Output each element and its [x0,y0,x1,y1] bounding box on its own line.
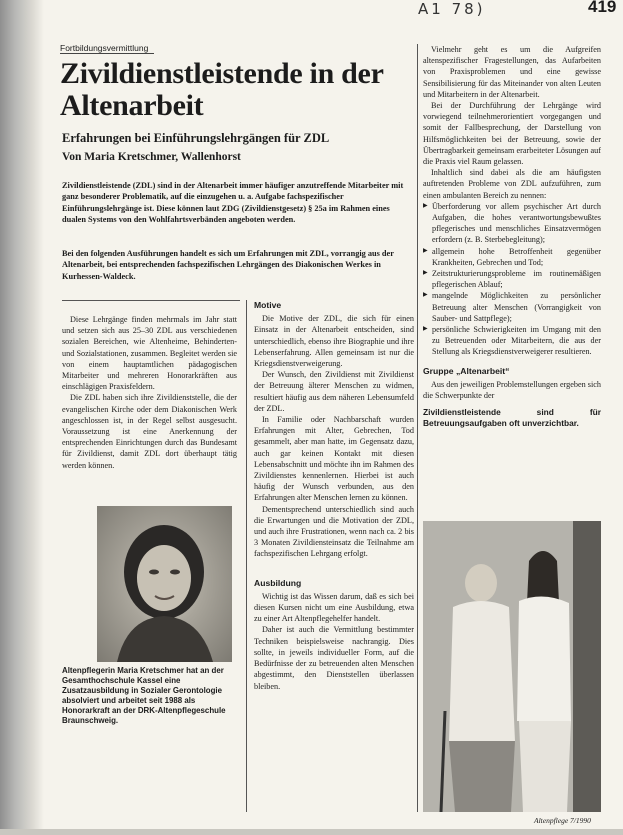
column-rule-top [62,300,240,301]
body-paragraph: Diese Lehrgänge finden mehrmals im Jahr statt und setzen sich aus 25–30 ZDL aus verschiedenen sozialen Bereichen, wie Altenheime, Behinderten- und Sozialstationen, zusammen. Begleitet werden sie von einem hauptamtlichen pädagogischen Mitarbeiter und mehreren Honorarkräften aus einschlägigen Praxisfeldern. [62,315,237,392]
body-paragraph: Dementsprechend unterschiedlich sind auch die Erwartungen und die Motivation der ZDL, und auch ihre Frustrationen, wenn nach ca. 2 bis 3 Monaten Zivildiensteinsatz die Teilnahme am fachspezifischen Lehrgang erfolgt. [254,504,414,559]
list-item: ▶ Zeitstrukturierungsprobleme im routinemäßigen pflegerischen Ablauf; [423,268,601,290]
article-subtitle: Erfahrungen bei Einführungslehrgängen für ZDL [62,131,330,145]
body-paragraph: Vielmehr geht es um die Aufgreifen altenspezifischer Fragestellungen, das Aufarbeiten von Praxisproblemen und eine gewisse Sensibilisierung für das Miteinander von alten Leuten und Mitarbeitern in der Altenarbeit. [423,45,601,99]
article-title: Zivildienstleistende in der Altenarbeit [60,57,384,122]
photo-illustration [423,521,601,812]
section-heading-ausbildung: Ausbildung [254,577,302,588]
section-heading-gruppe: Gruppe „Altenarbeit“ [423,365,510,376]
scan-bottom-edge [0,829,623,835]
column-divider-1 [246,300,247,812]
body-paragraph: Die ZDL haben sich ihre Zivildienststelle, die der evangelischen Kirche oder dem Diakonischen Werk angeschlossen ist, in der Regel selbst ausgesucht. Voraussetzung ist eine Anerkennung der entsprechenden Einrichtungen durch das Bundesamt für Zivildienst, damit ZDL dort überhaupt tätig werden können. [62,393,237,470]
body-paragraph: Der Wunsch, den Zivildienst mit Zivildienst der Betreuung älterer Menschen zu widmen, resultiert häufig aus dem näheren Lebensumfeld der ZDL. [254,370,414,413]
handwritten-margin-note: A1 78) [418,0,486,18]
section-rubric: Fortbildungsvermittlung [60,43,154,54]
portrait-illustration [97,506,232,662]
text-column-3 [423,44,601,429]
body-paragraph: Daher ist auch die Vermittlung bestimmter Techniken beispielsweise nachrangig. Dies sollte, in jeweils individueller Form, auf die Bedürfnisse der zu betreuenden alten Menschen abgestimmt, den Dienststellen überlassen bleiben. [254,625,414,691]
body-paragraph: Inhaltlich sind dabei als die am häufigsten auftretenden Probleme von ZDL aufzuführen, zum einen ambulanten Bereich zu nennen: [423,168,601,200]
list-item: ▶ allgemein hohe Betroffenheit gegenüber Krankheiten, Gebrechen und Tod; [423,246,601,268]
scan-binding-shadow [0,0,44,835]
list-item: ▶ mangelnde Möglichkeiten zu persönlicher Betreuung alter Menschen (Vorrangigkeit von Sauber- und Sattpflege); [423,290,601,324]
lead-paragraph-1: Zivildienstleistende (ZDL) sind in der Altenarbeit immer häufiger anzutreffende Mitarbeiter mit ganz besonderer Problematik, auf die einzugehen u. a. Aufgabe fachspezifischer Einführungslehrgänge ist. Diese können laut ZDG (Zivildienstgesetz) § 25a im Rahmen eines dualen Systems von den Wohlfahrtsverbänden angeboten werden. [62,181,404,225]
body-paragraph: In Familie oder Nachbarschaft wurden Erfahrungen mit Alter, Gebrechen, Tod gesammelt, aber man hatte, im Gegensatz dazu, auch gar keinen Kontakt mit diesen Lebensabschnitt und möchte ihn im Rahmen des Zivildienstes kennenlernen. Hierbei ist auch häufig der Wunsch verbunden, aus den Erfahrungen alter Menschen lernen zu können. [254,415,414,503]
zdl-with-elderly-photo [423,521,601,812]
author-portrait-photo [97,506,232,662]
list-item: ▶ persönliche Schwierigkeiten im Umgang mit den zu Betreuenden oder Mitarbeitern, die aus der Stellung als Kriegsdienstverweigerer resultieren. [423,324,601,358]
journal-footer: Altenpflege 7/1990 [534,816,591,825]
lead-paragraph-2: Bei den folgenden Ausführungen handelt es sich um Erfahrungen mit ZDL, vorrangig aus der Altenarbeit, bei entsprechenden fachspezifischen Lehrgängen des Diakonischen Werkes in Kurhessen-Waldeck. [62,249,394,281]
list-item: ▶ Überforderung vor allem psychischer Art durch Aufgaben, die hohes verantwortungsbewußtes pflegerisches und menschliches Einsatzvermögen erfordern (z. B. Sterbebegleitung); [423,201,601,246]
pull-quote: Zivildienstleistende sind für Betreuungsaufgaben oft unverzichtbar. [423,407,601,429]
text-column-1 [62,314,237,471]
body-paragraph: Die Motive der ZDL, die sich für einen Einsatz in der Altenarbeit entscheiden, sind unterschiedlich, ebenso ihre Biographie und ihre Lebenserfahrung. Allen gemeinsam ist nur die Kriegsdienstverweigerung. [254,314,414,369]
problem-list [423,201,601,358]
body-paragraph: Bei der Durchführung der Lehrgänge wird vorwiegend teilnehmerorientiert vorgegangen und somit der Fallbesprechung, der Darstellung von Hilfsmöglichkeiten bei der Betreuung, sowie der Übertragbarkeit gemeinsam erarbeiteter Lösungen auf die Praxis viel Raum gelassen. [423,101,601,167]
page-number: 419 [588,0,617,16]
body-paragraph: Aus den jeweiligen Problemstellungen ergeben sich die Schwerpunkte der [423,379,601,401]
article-author: Von Maria Kretschmer, Wallenhorst [62,151,241,163]
section-heading-motive: Motive [254,300,282,310]
text-column-2 [254,300,414,692]
body-paragraph: Wichtig ist das Wissen darum, daß es sich bei diesen Kursen nicht um eine Ausbildung, etwa zu einer Art Altenpflegehelfer handelt. [254,591,414,624]
column-divider-2 [417,44,418,812]
photo-caption: Altenpflegerin Maria Kretschmer hat an der Gesamthochschule Kassel eine Zusatzausbildung in Sozialer Gerontologie absolviert und arbeitet seit 1988 als Honorarkraft an der DRK-Altenpflegeschule Braunschweig. [62,666,226,726]
